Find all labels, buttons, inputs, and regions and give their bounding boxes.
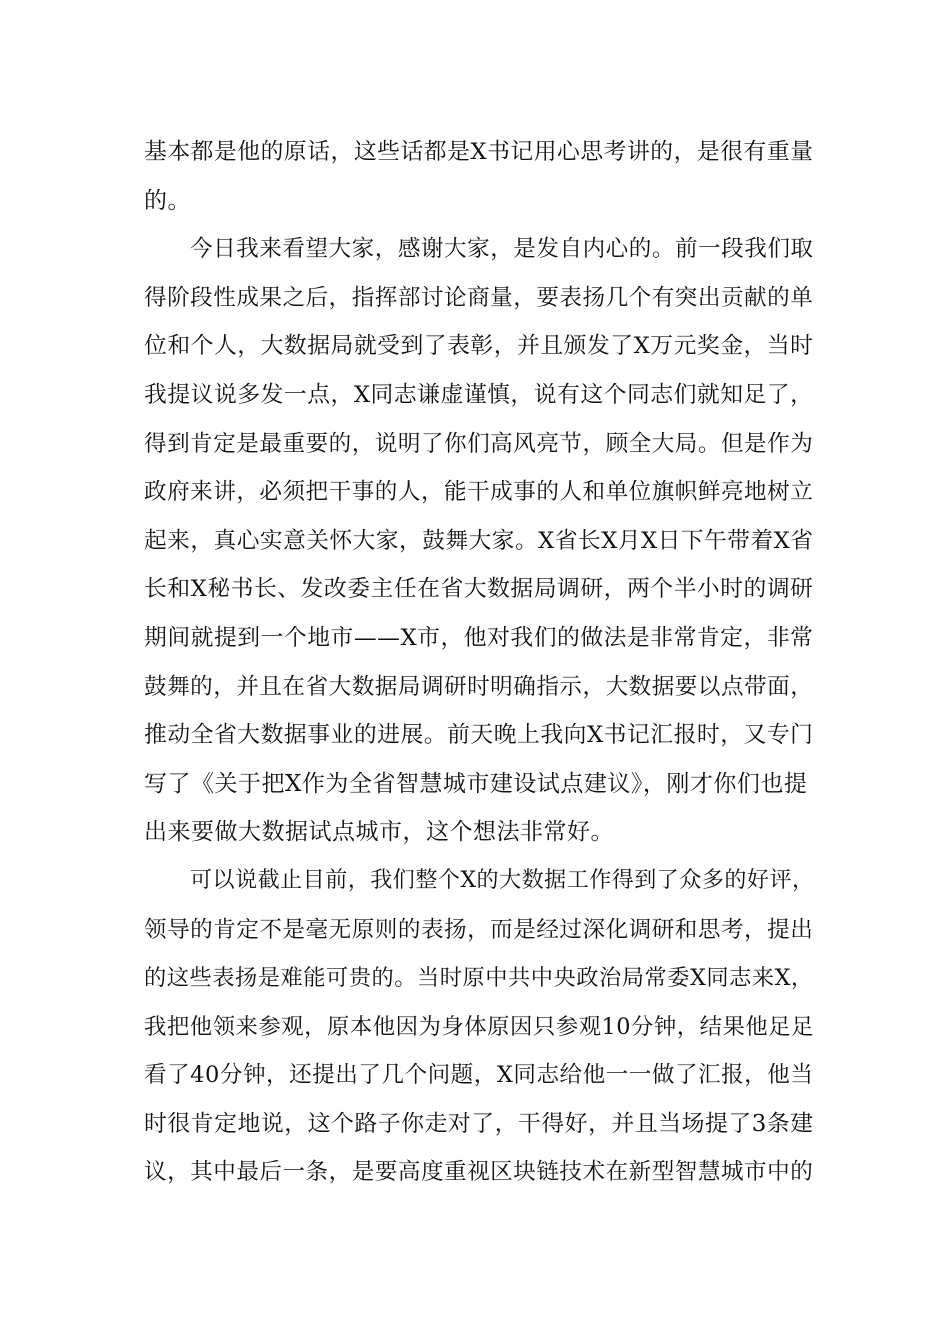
text-line: 期间就提到一个地市——X市，他对我们的做法是非常肯定，非常 [144, 624, 814, 651]
text-line: 得到肯定是最重要的，说明了你们高风亮节，顾全大局。但是作为 [144, 430, 814, 457]
text-line: 的。 [144, 187, 191, 214]
text-line: 我把他领来参观，原本他因为身体原因只参观10分钟，结果他足足 [144, 1013, 814, 1040]
text-line: 领导的肯定不是毫无原则的表扬，而是经过深化调研和思考，提出 [144, 916, 814, 943]
text-line: 得阶段性成果之后，指挥部讨论商量，要表扬几个有突出贡献的单 [144, 284, 814, 311]
text-line: 议，其中最后一条，是要高度重视区块链技术在新型智慧城市中的 [144, 1159, 814, 1186]
text-line: 的这些表扬是难能可贵的。当时原中共中央政治局常委X同志来X， [144, 965, 814, 992]
text-line: 出来要做大数据试点城市，这个想法非常好。 [144, 819, 614, 846]
text-line: 写了《关于把X作为全省智慧城市建设试点建议》，刚才你们也提 [144, 770, 808, 797]
text-line: 起来，真心实意关怀大家，鼓舞大家。X省长X月X日下午带着X省 [144, 527, 814, 554]
text-line: 基本都是他的原话，这些话都是X书记用心思考讲的，是很有重量 [144, 139, 814, 165]
text-line: 鼓舞的，并且在省大数据局调研时明确指示，大数据要以点带面， [144, 673, 814, 700]
body-text [144, 128, 814, 1197]
text-line: 时很肯定地说，这个路子你走对了，干得好，并且当场提了3条建 [144, 1110, 814, 1137]
text-line: 位和个人，大数据局就受到了表彰，并且颁发了X万元奖金，当时 [144, 333, 814, 360]
text-line: 可以说截止目前，我们整个X的大数据工作得到了众多的好评， [190, 867, 815, 893]
text-line: 政府来讲，必须把干事的人，能干成事的人和单位旗帜鲜亮地树立 [144, 479, 814, 506]
text-line: 长和X秘书长、发改委主任在省大数据局调研，两个半小时的调研 [144, 576, 814, 603]
text-line: 我提议说多发一点，X同志谦虚谨慎，说有这个同志们就知足了， [144, 381, 814, 408]
text-line: 今日我来看望大家，感谢大家，是发自内心的。前一段我们取 [190, 236, 814, 263]
text-line: 看了40分钟，还提出了几个问题，X同志给他一一做了汇报，他当 [144, 1062, 814, 1089]
text-line: 推动全省大数据事业的进展。前天晚上我向X书记汇报时，又专门 [144, 722, 814, 749]
